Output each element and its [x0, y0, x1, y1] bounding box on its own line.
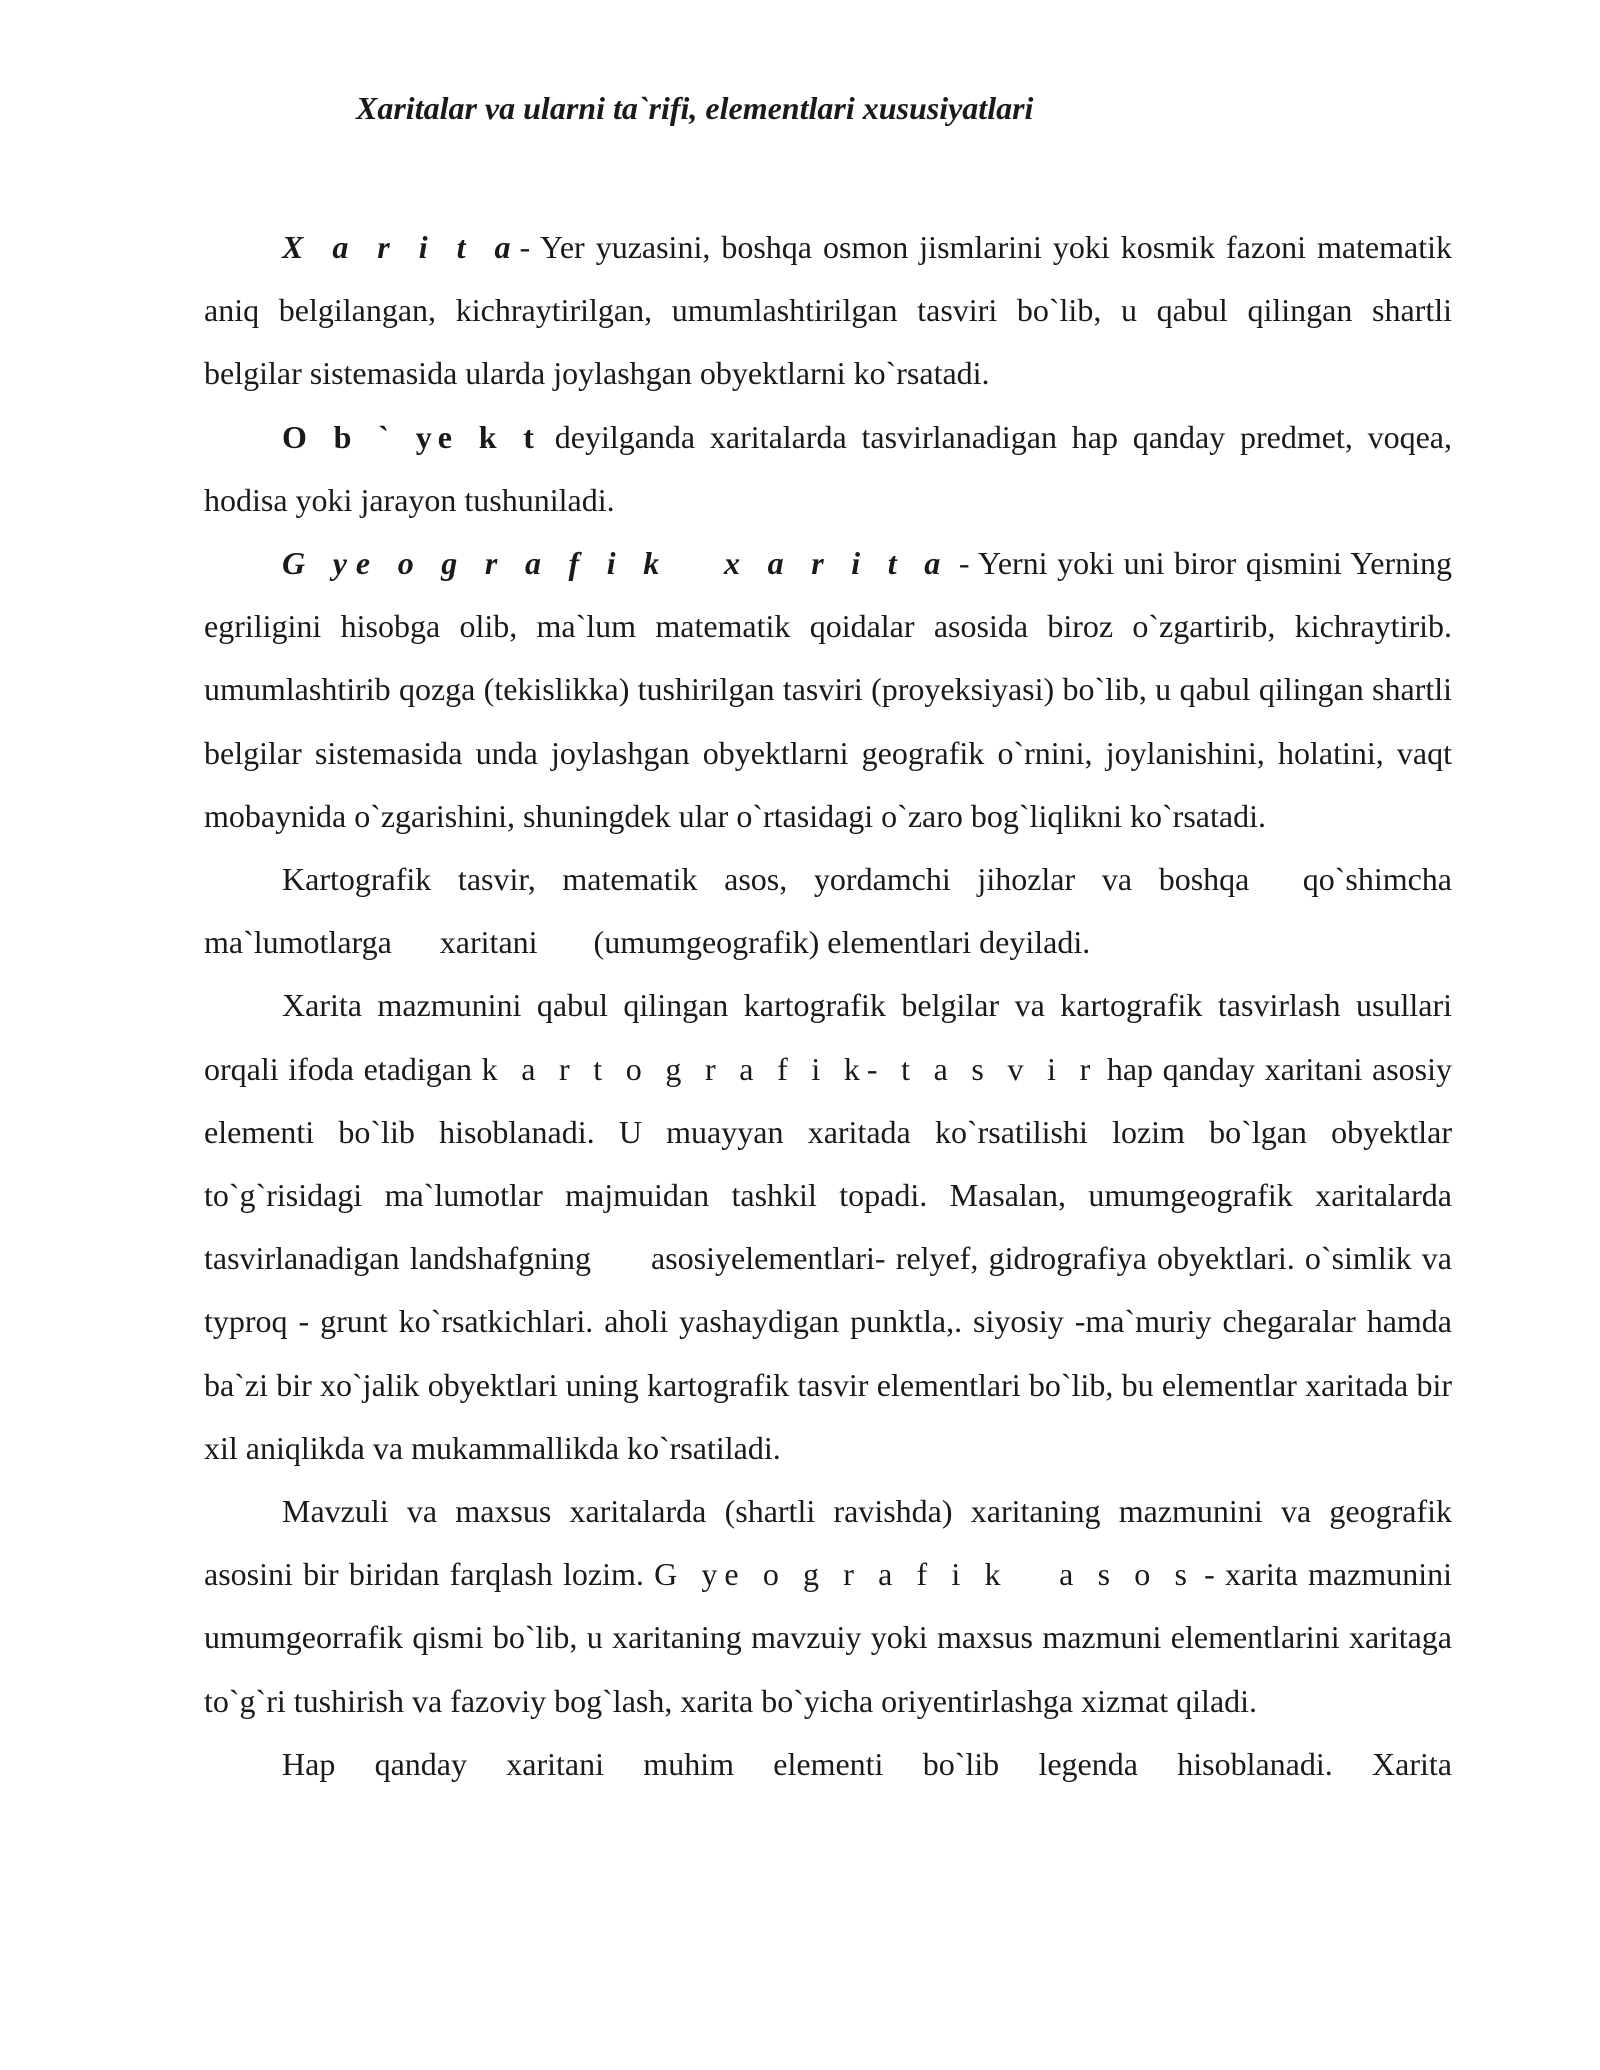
paragraph-geografik-xarita: [204, 532, 1452, 848]
paragraph-text: asosiyelementlari- relyef, gidrografiya obyektlari. o`simlik va typroq - grunt ko`rsatkichlari. aholi yashaydigan punktla,. siyosiy -ma`muriy chegaralar hamda ba`zi bir xo`jalik obyektlari uning kartografik tasvir elementlari bo`lib, bu elementlar xaritada bir xil aniqlikda va mukammallikda ko`rsatiladi.: [204, 1240, 1453, 1466]
paragraph-text: deyilganda xaritalarda tasvirlanadigan hap qanday predmet, voqea, hodisa yoki jarayon tushuniladi.: [204, 418, 1453, 518]
paragraph-xarita: [204, 216, 1452, 406]
paragraph-legenda: [204, 1733, 1452, 1796]
paragraph-text: - Yerni yoki uni biror qismini Yerning egriligini hisobga olib, ma`lum matematik qoidalar asosida biroz o`zgartirib, kichraytirib. umumlashtirib qozga (tekislikka) tushirilgan tasviri (proyeksiyasi) bo`lib, u qabul qilingan shartli belgilar sistemasida unda joylashgan obyektlarni geografik o`rnini, joylanishini, holatini, vaqt mobaynida o`zgarishini, shuningdek ular o`rtasidagi o`zaro bog`liqlikni ko`rsatadi.: [204, 545, 1452, 834]
paragraph-text: Kartografik tasvir, matematik asos, yordamchi jihozlar va boshqa qo`shimcha ma`lumotlarga xaritani (umumgeografik) elementlari deyiladi.: [204, 861, 1468, 961]
paragraph-text: Mavzuli va maxsus xaritalarda (shartli ravishda) xaritaning mazmunini va geografik asosini bir biridan farqlash lozim.: [204, 1493, 1452, 1593]
paragraph-kartografik-tasvir: [204, 974, 1452, 1480]
term-kartografik-tasvir: k a r t o g r a f i k- t a s v i r: [481, 1050, 1098, 1087]
document-title: Xaritalar va ularni ta`rifi, elementlari xususiyatlari: [356, 90, 1034, 126]
paragraph-text: - Yer yuzasini, boshqa osmon jismlarini yoki kosmik fazoni matematik aniq belgilangan, kichraytirilgan, umumlashtirilgan tasviri bo`lib, u qabul qilingan shartli belgilar sistemasida ularda joylashgan obyektlarni ko`rsatadi.: [204, 229, 1453, 392]
paragraph-elementlar: [204, 848, 1468, 974]
paragraph-text: - xarita mazmunini umumgeorrafik qismi bo`lib, u xaritaning mavzuiy yoki maxsus mazmuni elementlarini xaritaga to`g`ri tushirish va fazoviy bog`lash, xarita bo`yicha oriyentirlashga xizmat qiladi.: [204, 1556, 1453, 1719]
paragraph-obyekt: [204, 406, 1452, 532]
term-xarita: X a r i t a: [282, 229, 520, 265]
term-obyekt: O b ` ye k t: [282, 418, 540, 455]
document-body: [204, 216, 1468, 1796]
term-geografik-asos: G ye o g r a f i k a s o s: [654, 1556, 1194, 1593]
paragraph-text: Hap qanday xaritani muhim elementi bo`lib legenda hisoblanadi. Xarita: [282, 1745, 1452, 1782]
paragraph-text: hap qanday xaritani asosiy elementi bo`lib hisoblanadi. U muayyan xaritada ko`rsatilishi lozim bo`lgan obyektlar to`g`risidagi ma`lumotlar majmuidan tashkil topadi. Masalan, umumgeografik xaritalarda tasvirlanadigan landshafgning: [204, 1050, 1453, 1277]
term-geografik-xarita: G ye o g r a f i k x a r i t a: [282, 545, 950, 582]
paragraph-text: Xarita mazmunini qabul qilingan kartografik belgilar va kartografik tasvirlash usullari orqali ifoda etadigan: [204, 987, 1452, 1087]
paragraph-geografik-asos: [204, 1480, 1452, 1733]
